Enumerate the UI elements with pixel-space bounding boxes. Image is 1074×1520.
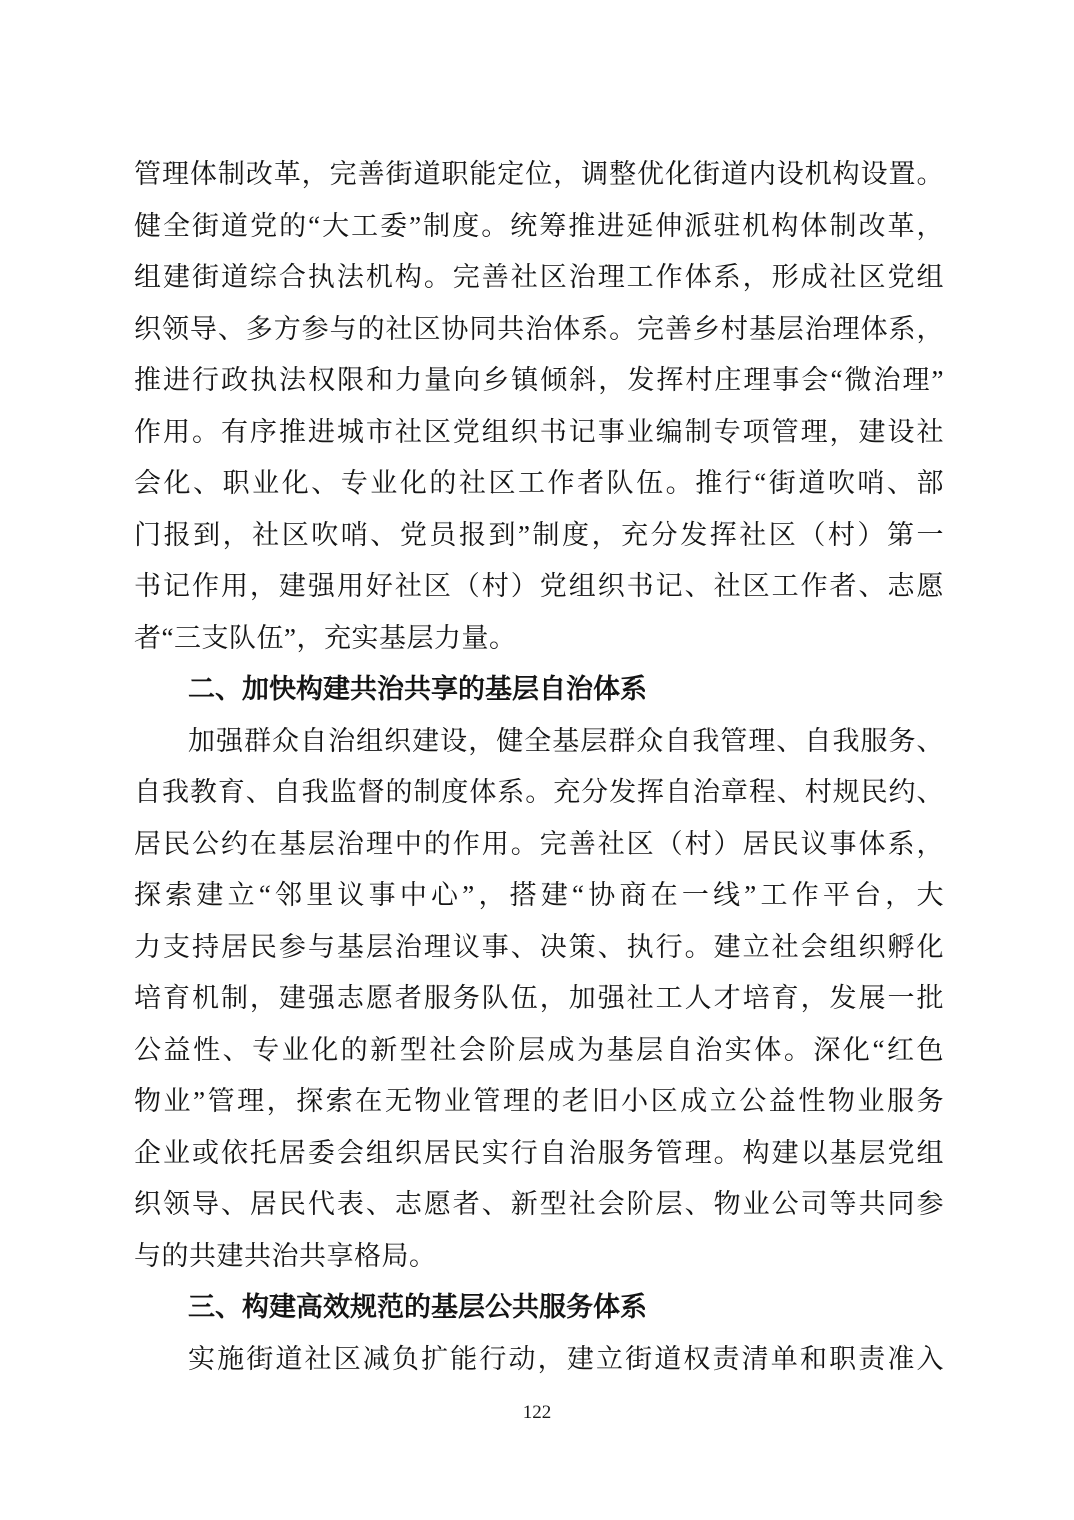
- text-line: 会化、职业化、专业化的社区工作者队伍。推行“街道吹哨、部: [134, 468, 944, 498]
- text-line: 织领导、多方参与的社区协同共治体系。完善乡村基层治理体系，: [134, 313, 944, 344]
- text-line: 实施街道社区减负扩能行动，建立街道权责清单和职责准入: [188, 1343, 944, 1374]
- text-line: 作用。有序推进城市社区党组织书记事业编制专项管理，建设社: [134, 416, 944, 447]
- text-line: 力支持居民参与基层治理议事、决策、执行。建立社会组织孵化: [134, 931, 944, 962]
- text-line: 者“三支队伍”，充实基层力量。: [134, 622, 517, 653]
- section-heading-3: 三、构建高效规范的基层公共服务体系: [188, 1292, 647, 1322]
- text-line: 健全街道党的“大工委”制度。统筹推进延伸派驻机构体制改革，: [134, 210, 944, 241]
- text-line: 门报到，社区吹哨、党员报到”制度，充分发挥社区（村）第一: [134, 519, 944, 550]
- text-line: 自我教育、自我监督的制度体系。充分发挥自治章程、村规民约、: [134, 777, 944, 807]
- text-line: 管理体制改革，完善街道职能定位，调整优化街道内设机构设置。: [134, 159, 944, 189]
- text-line: 培育机制，建强志愿者服务队伍，加强社工人才培育，发展一批: [134, 983, 944, 1013]
- text-line: 组建街道综合执法机构。完善社区治理工作体系，形成社区党组: [134, 262, 944, 292]
- text-line: 书记作用，建强用好社区（村）党组织书记、社区工作者、志愿: [134, 571, 944, 601]
- text-line: 物业”管理，探索在无物业管理的老旧小区成立公益性物业服务: [134, 1086, 944, 1116]
- text-line: 探索建立“邻里议事中心”，搭建“协商在一线”工作平台，大: [134, 880, 944, 910]
- text-line: 推进行政执法权限和力量向乡镇倾斜，发挥村庄理事会“微治理”: [134, 365, 944, 395]
- text-line: 加强群众自治组织建设，健全基层群众自我管理、自我服务、: [188, 725, 944, 756]
- text-line: 企业或依托居委会组织居民实行自治服务管理。构建以基层党组: [134, 1137, 944, 1168]
- text-line: 与的共建共治共享格局。: [134, 1240, 437, 1271]
- text-body: [134, 149, 944, 1385]
- section-heading-2: 二、加快构建共治共享的基层自治体系: [188, 674, 647, 704]
- text-line: 织领导、居民代表、志愿者、新型社会阶层、物业公司等共同参: [134, 1189, 944, 1219]
- text-line: 公益性、专业化的新型社会阶层成为基层自治实体。深化“红色: [134, 1034, 944, 1065]
- page-number: 122: [522, 1402, 552, 1423]
- text-line: 居民公约在基层治理中的作用。完善社区（村）居民议事体系，: [134, 828, 944, 859]
